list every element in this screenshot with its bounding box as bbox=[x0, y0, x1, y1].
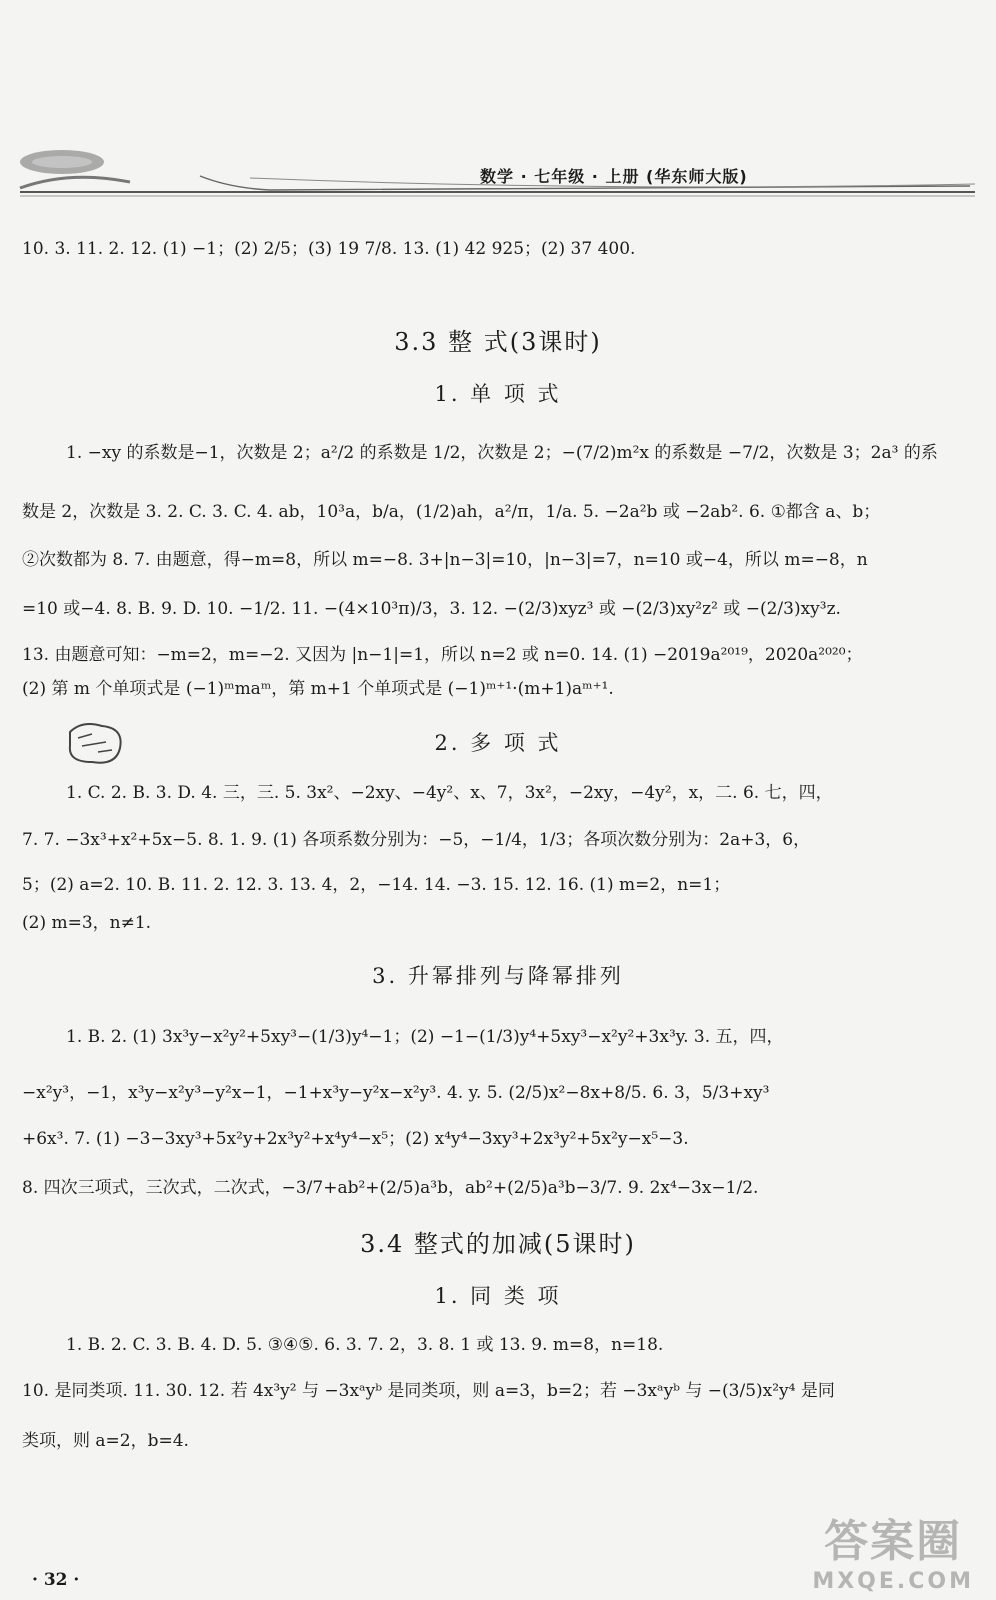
answer-line: 8. 四次三项式，三次式，二次式，−3/7+ab²+(2/5)a³b，ab²+(2/5)a³b−3/7. 9. 2x⁴−3x−1/2. bbox=[22, 1178, 759, 1198]
section-title: 3.3 整 式(3课时) bbox=[394, 328, 602, 356]
answer-line: ②次数都为 8. 7. 由题意，得−m=8，所以 m=−8. 3+|n−3|=10，|n−3|=7，n=10 或−4，所以 m=−8，n bbox=[22, 550, 868, 570]
answer-line: (2) 第 m 个单项式是 (−1)ᵐmaᵐ，第 m+1 个单项式是 (−1)ᵐ⁺¹·(m+1)aᵐ⁺¹. bbox=[22, 679, 614, 699]
subsection-title: 2. 多 项 式 bbox=[434, 731, 562, 755]
page-number: · 32 · bbox=[32, 1570, 80, 1590]
answer-line: 1. C. 2. B. 3. D. 4. 三，三. 5. 3x²、−2xy、−4y²、x、7，3x²，−2xy，−4y²，x，二. 6. 七，四， bbox=[66, 783, 833, 803]
header-book-title: 数学 · 七年级 · 上册 (华东师大版) bbox=[480, 167, 748, 186]
answer-line: (2) m=3，n≠1. bbox=[22, 913, 152, 933]
answer-line: 7. 7. −3x³+x²+5x−5. 8. 1. 9. (1) 各项系数分别为：−5，−1/4，1/3；各项次数分别为：2a+3，6， bbox=[22, 830, 811, 850]
answer-line: 10. 是同类项. 11. 30. 12. 若 4x³y² 与 −3xᵃyᵇ 是同类项，则 a=3，b=2；若 −3xᵃyᵇ 与 −(3/5)x²y⁴ 是同 bbox=[22, 1381, 835, 1401]
answer-line: 数是 2，次数是 3. 2. C. 3. C. 4. ab，10³a，b/a，(1/2)ah，a²/π，1/a. 5. −2a²b 或 −2ab². 6. ①都含 a、b； bbox=[22, 502, 881, 522]
answer-line: 13. 由题意可知：−m=2，m=−2. 又因为 |n−1|=1，所以 n=2 或 n=0. 14. (1) −2019a²⁰¹⁹，2020a²⁰²⁰； bbox=[22, 645, 863, 665]
subsection-title: 3. 升幂排列与降幂排列 bbox=[372, 964, 624, 988]
answer-line: 1. B. 2. (1) 3x³y−x²y²+5xy³−(1/3)y⁴−1；(2) −1−(1/3)y⁴+5xy³−x²y²+3x³y. 3. 五，四， bbox=[66, 1027, 784, 1047]
answer-line: =10 或−4. 8. B. 9. D. 10. −1/2. 11. −(4×10³π)/3，3. 12. −(2/3)xyz³ 或 −(2/3)xy²z² 或 −(2/3)xy³z. bbox=[22, 599, 841, 619]
watermark-site: MXQE.COM bbox=[812, 1569, 974, 1594]
answer-line: 10. 3. 11. 2. 12. (1) −1；(2) 2/5；(3) 19 7/8. 13. (1) 42 925；(2) 37 400. bbox=[22, 239, 636, 259]
subsection-title: 1. 单 项 式 bbox=[434, 382, 562, 406]
answer-line: 类项，则 a=2，b=4. bbox=[22, 1431, 189, 1451]
subsection-title: 1. 同 类 项 bbox=[434, 1284, 562, 1308]
answer-line: 1. B. 2. C. 3. B. 4. D. 5. ③④⑤. 6. 3. 7. 2，3. 8. 1 或 13. 9. m=8，n=18. bbox=[66, 1335, 664, 1355]
answer-line: 5；(2) a=2. 10. B. 11. 2. 12. 3. 13. 4，2，−14. 14. −3. 15. 12. 16. (1) m=2，n=1； bbox=[22, 875, 731, 895]
answer-line: +6x³. 7. (1) −3−3xy³+5x²y+2x³y²+x⁴y⁴−x⁵；(2) x⁴y⁴−3xy³+2x³y²+5x²y−x⁵−3. bbox=[22, 1129, 689, 1149]
answer-line: −x²y³，−1，x³y−x²y³−y²x−1，−1+x³y−y²x−x²y³. 4. y. 5. (2/5)x²−8x+8/5. 6. 3，5/3+xy³ bbox=[22, 1083, 770, 1103]
watermark-logo bbox=[812, 1505, 974, 1594]
watermark-main: 答案圈 bbox=[824, 1516, 963, 1567]
answer-line: 1. −xy 的系数是−1，次数是 2；a²/2 的系数是 1/2，次数是 2；−(7/2)m²x 的系数是 −7/2，次数是 3；2a³ 的系 bbox=[66, 443, 938, 463]
section-title: 3.4 整式的加减(5课时) bbox=[360, 1230, 636, 1258]
